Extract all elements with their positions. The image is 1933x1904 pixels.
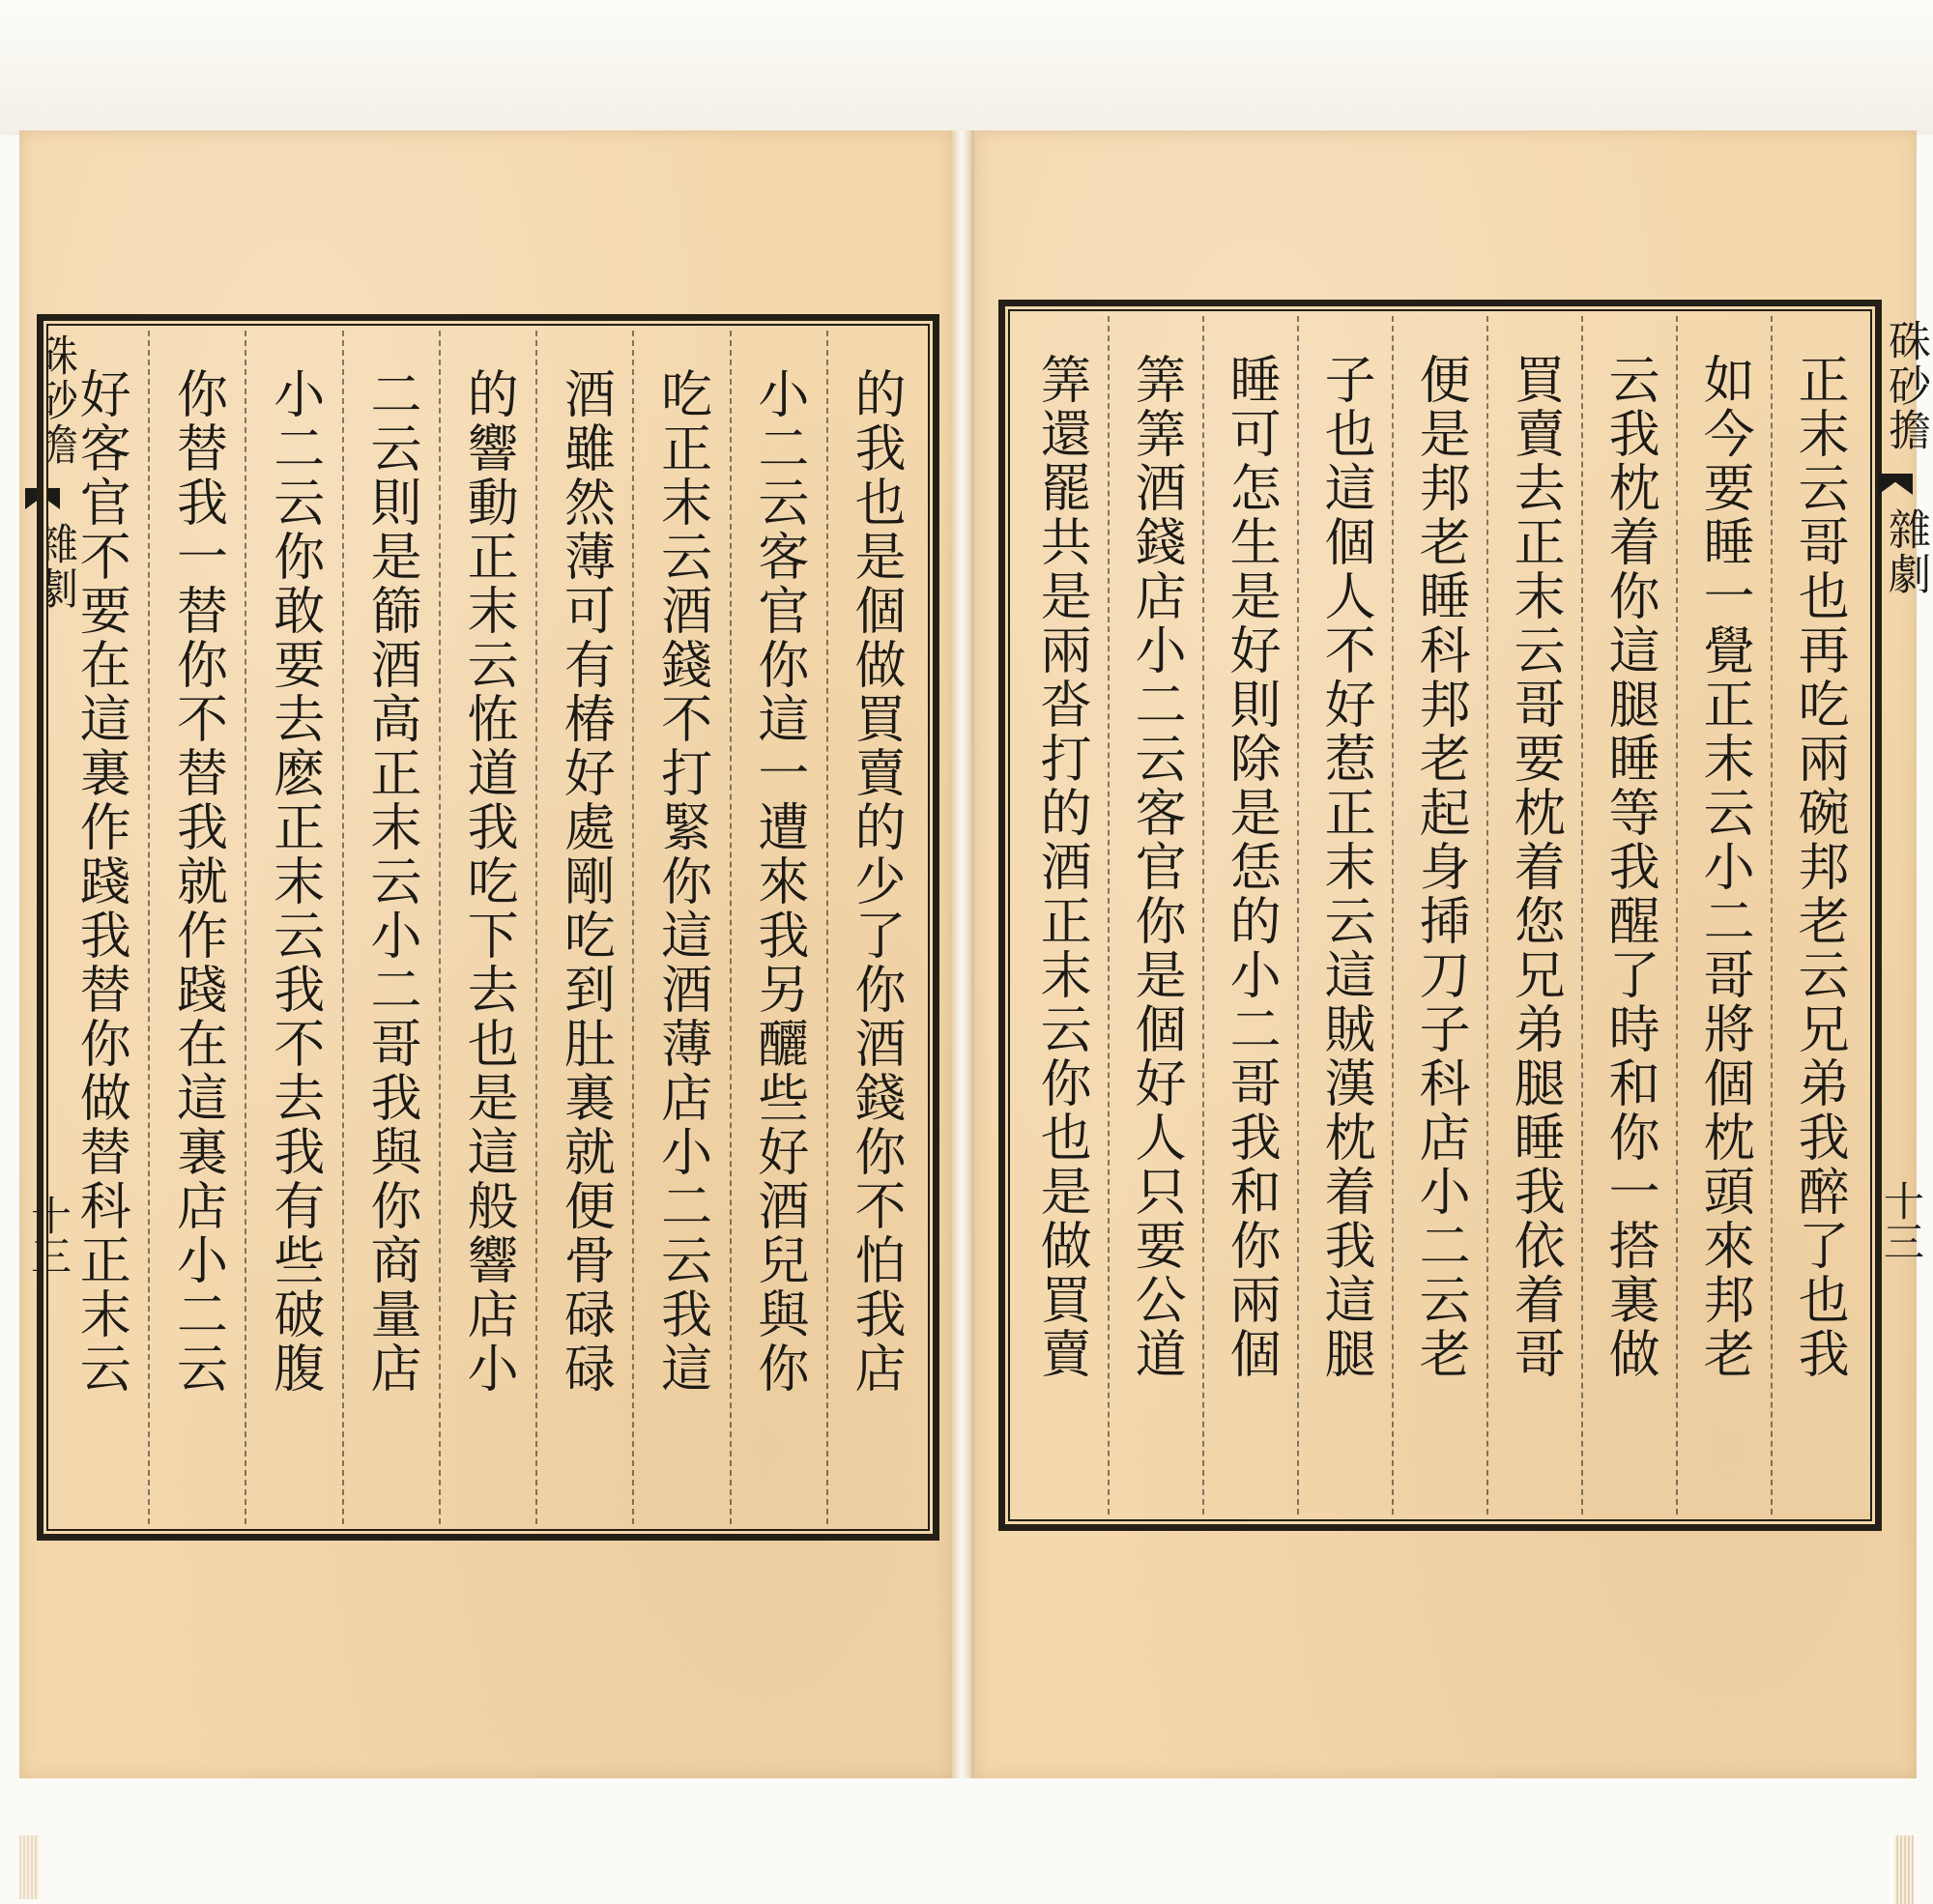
column-text: 好客官不要在這裏作踐我替你做替科正末云 (72, 367, 131, 1396)
column-text: 二云則是篩酒高正末云小二哥我與你商量店 (361, 367, 421, 1396)
text-column (1486, 316, 1581, 1515)
left-text-columns (53, 331, 923, 1524)
open-book (19, 130, 1930, 1778)
text-column (342, 331, 439, 1524)
text-column (148, 331, 245, 1524)
fishtail-mark-icon (1878, 474, 1913, 495)
text-column (1015, 316, 1108, 1515)
text-column (1108, 316, 1202, 1515)
text-column (826, 331, 923, 1524)
banxin-title: 硃砂擔 (28, 333, 77, 467)
text-column (439, 331, 535, 1524)
text-column (730, 331, 826, 1524)
right-text-columns (1015, 316, 1865, 1515)
banxin-genre: 雜劇 (1881, 507, 1930, 596)
left-page (19, 130, 955, 1778)
folio-number: 十三 (25, 1195, 72, 1276)
text-column (1202, 316, 1297, 1515)
column-text: 吃正末云酒錢不打緊你這酒薄店小二云我這 (652, 367, 712, 1396)
column-text: 的我也是個做買賣的少了你酒錢你不怕我店 (847, 367, 907, 1396)
scan-background-bottom (0, 1778, 1933, 1835)
column-text: 正末云哥也再吃兩碗邦老云兄弟我醉了也我 (1790, 353, 1850, 1381)
column-text: 便是邦老睡科邦老起身揷刀子科店小二云老 (1411, 353, 1471, 1381)
left-page-text-frame (37, 314, 939, 1541)
column-text: 小二云你敢要去麽正末云我不去我有些破腹 (265, 367, 325, 1396)
column-text: 小二云客官你這一遭來我另釃些好酒兒與你 (749, 367, 809, 1396)
text-column (245, 331, 341, 1524)
folio-number: 十三 (1878, 1180, 1925, 1261)
right-page-text-frame (998, 300, 1882, 1531)
column-text: 的響動正末云恠道我吃下去也是這般響店小 (459, 367, 519, 1396)
column-text: 買賣去正末云哥要枕着您兄弟腿睡我依着哥 (1506, 353, 1566, 1381)
column-text: 筭筭酒錢店小二云客官你是個好人只要公道 (1127, 353, 1187, 1381)
text-column (535, 331, 632, 1524)
text-column (53, 331, 148, 1524)
column-text: 筭還罷共是兩沓打的酒正末云你也是做買賣 (1032, 353, 1092, 1381)
right-page-center-strip (1868, 300, 1930, 1513)
right-page (971, 130, 1930, 1778)
scan-background-top (0, 0, 1933, 135)
column-text: 你替我一替你不替我就作踐在這裏店小二云 (168, 367, 228, 1396)
banxin-genre: 雜劇 (28, 522, 77, 611)
text-column (1392, 316, 1486, 1515)
banxin-title: 硃砂擔 (1881, 319, 1930, 452)
column-text: 酒雖然薄可有椿好處剛吃到肚裏就便骨碌碌 (556, 367, 616, 1396)
column-text: 如今要睡一覺正末云小二哥將個枕頭來邦老 (1695, 353, 1755, 1381)
text-column (1771, 316, 1865, 1515)
text-column (1676, 316, 1771, 1515)
text-column (632, 331, 729, 1524)
column-text: 子也這個人不好惹正末云這賊漢枕着我這腿 (1316, 353, 1376, 1381)
column-text: 云我枕着你這腿睡等我醒了時和你一搭裏做 (1601, 353, 1660, 1381)
text-column (1581, 316, 1676, 1515)
text-column (1297, 316, 1392, 1515)
book-gutter (952, 130, 971, 1778)
column-text: 睡可怎生是好則除是恁的小二哥我和你兩個 (1222, 353, 1282, 1381)
